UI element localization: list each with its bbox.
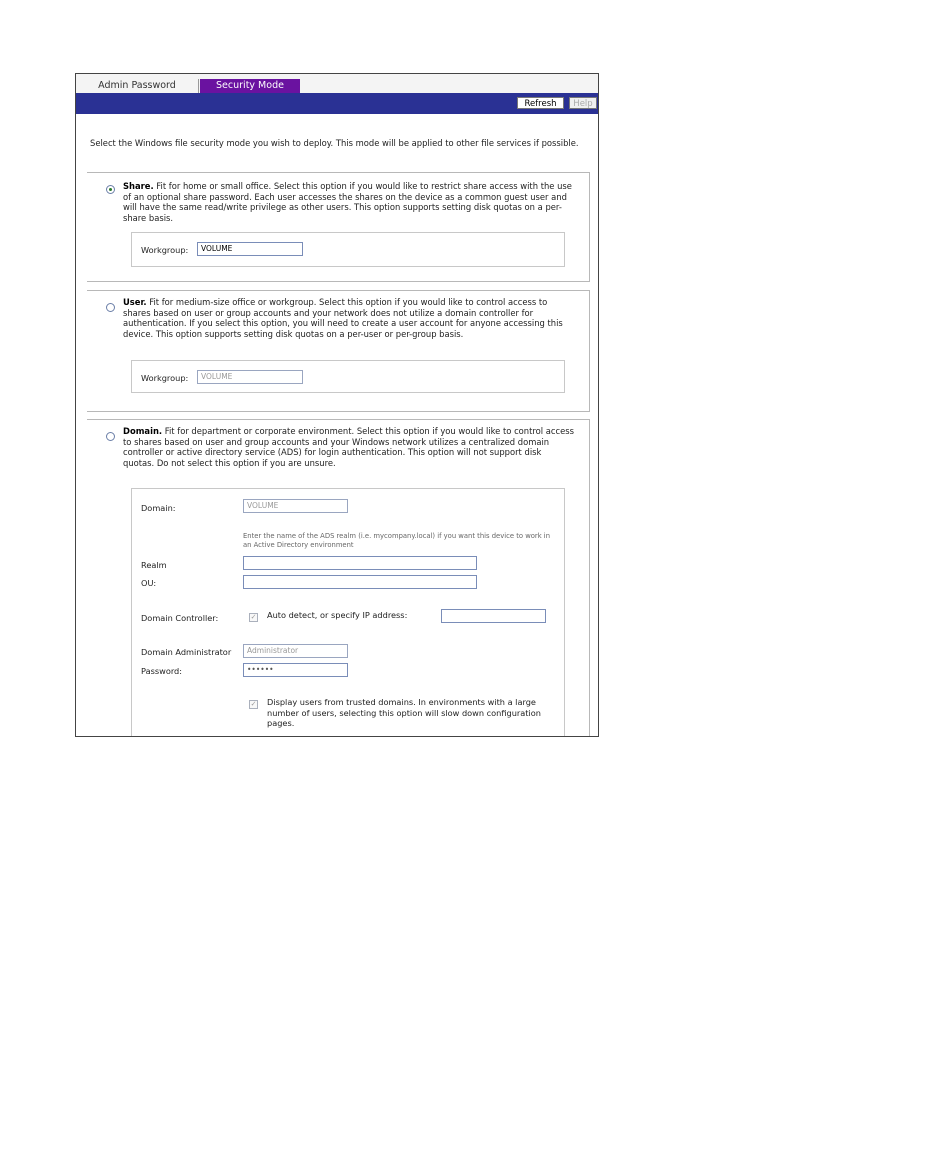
domain-mode-text: Fit for department or corporate environment. Select this option if you would like to control access to shares based on user and group accounts and your Windows network utilizes a centralized domain controller or active directory service (ADS) for login authentication. This option will not support disk quotas. Do not select this option if you are unsure. — [123, 426, 574, 468]
auto-detect-label: Auto detect, or specify IP address: — [267, 610, 408, 620]
user-mode-radio[interactable] — [106, 303, 115, 312]
user-mode-title: User. — [123, 297, 147, 307]
domain-label: Domain: — [141, 503, 176, 513]
tab-admin-password[interactable]: Admin Password — [76, 79, 199, 93]
tab-security-mode[interactable]: Security Mode — [200, 79, 300, 93]
user-mode-description — [123, 297, 575, 339]
share-workgroup-box — [131, 232, 565, 267]
realm-label: Realm — [141, 560, 167, 570]
domain-controller-label: Domain Controller: — [141, 613, 219, 623]
realm-note: Enter the name of the ADS realm (i.e. mycompany.local) if you want this device to work in an Active Directory environment — [243, 532, 551, 549]
intro-text: Select the Windows file security mode you wish to deploy. This mode will be applied to other file services if possible. — [90, 138, 579, 148]
domain-input[interactable]: VOLUME — [243, 499, 348, 513]
domain-mode-section — [87, 419, 590, 737]
domain-admin-label: Domain Administrator — [141, 647, 232, 657]
tab-bar — [76, 74, 598, 93]
domain-admin-input[interactable]: Administrator — [243, 644, 348, 658]
trusted-domains-checkbox[interactable]: ✓ — [250, 700, 257, 708]
domain-mode-title: Domain. — [123, 426, 163, 436]
ou-label: OU: — [141, 578, 157, 588]
ou-input[interactable] — [243, 575, 477, 589]
user-workgroup-label: Workgroup: — [141, 373, 189, 383]
share-mode-section — [87, 172, 590, 282]
dc-ip-input[interactable] — [441, 609, 546, 623]
realm-input[interactable] — [243, 556, 477, 570]
trusted-domains-label: Display users from trusted domains. In environments with a large number of users, selecting this option will slow down configuration pages. — [267, 697, 541, 728]
share-mode-radio[interactable] — [106, 185, 115, 194]
password-input[interactable]: •••••• — [243, 663, 348, 677]
share-workgroup-input[interactable]: VOLUME — [197, 242, 303, 256]
auto-detect-checkbox[interactable]: ✓ — [250, 613, 257, 621]
password-label: Password: — [141, 666, 183, 676]
share-mode-text: Fit for home or small office. Select this option if you would like to restrict share access with the use of an optional share password. Each user accesses the shares on the device as a common guest user and will have the same read/write privilege as other users. This option supports setting disk quotas on a per-share basis. — [123, 181, 572, 223]
share-workgroup-label: Workgroup: — [141, 245, 189, 255]
domain-mode-radio[interactable] — [106, 432, 115, 441]
domain-mode-description — [123, 426, 575, 468]
user-mode-text: Fit for medium-size office or workgroup. Select this option if you would like to control access to shares based on user or group accounts and your network does not utilize a domain controller for authentication. If you select this option, you will need to create a user account for anyone accessing this device. This option supports setting disk quotas on a per-user or per-group basis. — [123, 297, 563, 339]
toolbar — [76, 93, 598, 114]
user-workgroup-box — [131, 360, 565, 393]
user-mode-section — [87, 290, 590, 412]
share-mode-description — [123, 181, 575, 223]
refresh-button[interactable]: Refresh — [517, 97, 564, 109]
user-workgroup-input[interactable]: VOLUME — [197, 370, 303, 384]
share-mode-title: Share. — [123, 181, 154, 191]
domain-settings-box — [131, 488, 565, 737]
help-button[interactable]: Help — [569, 97, 597, 109]
security-settings-panel — [75, 73, 599, 737]
